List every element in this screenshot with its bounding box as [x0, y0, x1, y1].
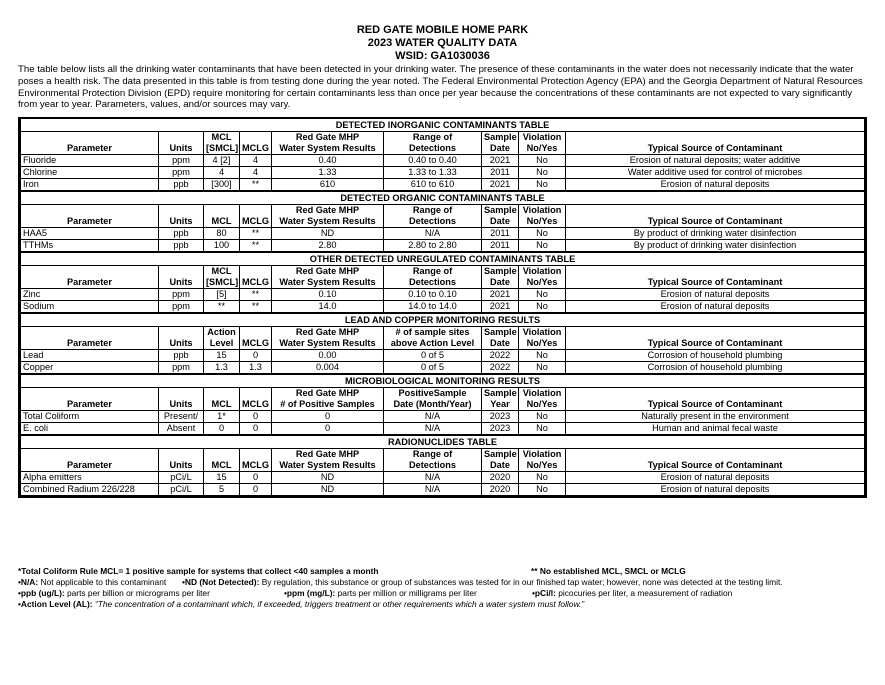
- column-header: Water System Results: [272, 338, 384, 350]
- table-cell: 2023: [482, 423, 519, 436]
- table-cell: 0: [240, 484, 272, 496]
- column-header: Date: [482, 277, 519, 289]
- table-cell: 0 of 5: [384, 350, 482, 362]
- column-header: Typical Source of Contaminant: [566, 460, 865, 472]
- column-header: [566, 132, 865, 144]
- table-cell: 1.3: [204, 362, 240, 375]
- table-cell: 0.40: [272, 155, 384, 167]
- table-cell: Erosion of natural deposits: [566, 301, 865, 314]
- table-cell: 2021: [482, 301, 519, 314]
- table-cell: N/A: [384, 411, 482, 423]
- nd-term: •ND (Not Detected):: [182, 577, 260, 587]
- table-cell: 1.3: [240, 362, 272, 375]
- pci-definition: picocuries per liter, a measurement of radiation: [555, 588, 733, 598]
- table-cell: E. coli: [21, 423, 159, 436]
- column-header: Typical Source of Contaminant: [566, 216, 865, 228]
- column-header: Red Gate MHP: [272, 132, 384, 144]
- column-header-row: [21, 460, 865, 472]
- column-header: Detections: [384, 277, 482, 289]
- table-cell: 1.33: [272, 167, 384, 179]
- column-header: Level: [204, 338, 240, 350]
- column-header-row: [21, 132, 865, 144]
- table-cell: 610 to 610: [384, 179, 482, 192]
- column-header: MCLG: [240, 143, 272, 155]
- table-cell: Sodium: [21, 301, 159, 314]
- table-cell: Chlorine: [21, 167, 159, 179]
- column-header: above Action Level: [384, 338, 482, 350]
- column-header-row: [21, 143, 865, 155]
- column-header: Date: [482, 143, 519, 155]
- table-cell: 0: [204, 423, 240, 436]
- table-cell: 4: [240, 155, 272, 167]
- column-header: [SMCL]: [204, 143, 240, 155]
- pci-note: [532, 588, 732, 599]
- table-cell: 0: [272, 423, 384, 436]
- water-quality-table: [20, 119, 865, 496]
- ppm-term: •ppm (mg/L):: [284, 588, 336, 598]
- column-header: No/Yes: [519, 277, 566, 289]
- ppb-definition: parts per billion or micrograms per liter: [64, 588, 210, 598]
- table-cell: ppb: [159, 240, 204, 253]
- section-title: DETECTED ORGANIC CONTAMINANTS TABLE: [21, 191, 865, 205]
- table-cell: ND: [272, 472, 384, 484]
- column-header: MCL: [204, 399, 240, 411]
- column-header: No/Yes: [519, 216, 566, 228]
- column-header: Detections: [384, 143, 482, 155]
- table-cell: [300]: [204, 179, 240, 192]
- section-title: OTHER DETECTED UNREGULATED CONTAMINANTS TABLE: [21, 252, 865, 266]
- table-cell: Naturally present in the environment: [566, 411, 865, 423]
- column-header: Typical Source of Contaminant: [566, 143, 865, 155]
- column-header: Range of: [384, 205, 482, 217]
- column-header: [159, 205, 204, 217]
- section-title-row: [21, 435, 865, 449]
- column-header: Parameter: [21, 216, 159, 228]
- column-header: MCL: [204, 132, 240, 144]
- pci-term: •pCi/l:: [532, 588, 556, 598]
- table-cell: ppb: [159, 179, 204, 192]
- column-header: [21, 449, 159, 461]
- table-cell: 0: [240, 472, 272, 484]
- section-title-row: [21, 191, 865, 205]
- column-header: Sample: [482, 388, 519, 400]
- table-cell: No: [519, 423, 566, 436]
- column-header: MCLG: [240, 216, 272, 228]
- table-cell: No: [519, 179, 566, 192]
- column-header: Typical Source of Contaminant: [566, 277, 865, 289]
- footnote-row-1: [18, 566, 868, 577]
- table-cell: No: [519, 155, 566, 167]
- table-cell: 0.004: [272, 362, 384, 375]
- nd-definition: By regulation, this substance or group of substances was tested for in our finished tap water; however, none was detected at the testing limit.: [259, 577, 783, 587]
- table-cell: 1.33 to 1.33: [384, 167, 482, 179]
- table-cell: TTHMs: [21, 240, 159, 253]
- column-header: [240, 266, 272, 278]
- column-header: Parameter: [21, 143, 159, 155]
- table-cell: No: [519, 350, 566, 362]
- column-header: Range of: [384, 449, 482, 461]
- column-header: [204, 449, 240, 461]
- column-header: Units: [159, 399, 204, 411]
- column-header: Violation: [519, 266, 566, 278]
- section-title: LEAD AND COPPER MONITORING RESULTS: [21, 313, 865, 327]
- column-header: Action: [204, 327, 240, 339]
- table-cell: Erosion of natural deposits: [566, 179, 865, 192]
- table-cell: Total Coliform: [21, 411, 159, 423]
- column-header: No/Yes: [519, 338, 566, 350]
- column-header: Date: [482, 460, 519, 472]
- table-cell: ppm: [159, 155, 204, 167]
- column-header-row: [21, 338, 865, 350]
- column-header: [566, 388, 865, 400]
- table-cell: 0: [240, 423, 272, 436]
- table-cell: Erosion of natural deposits; water additive: [566, 155, 865, 167]
- column-header: Parameter: [21, 338, 159, 350]
- table-cell: 4 [2]: [204, 155, 240, 167]
- section-title: MICROBIOLOGICAL MONITORING RESULTS: [21, 374, 865, 388]
- column-header: Red Gate MHP: [272, 266, 384, 278]
- table-cell: 15: [204, 350, 240, 362]
- table-cell: **: [240, 228, 272, 240]
- column-header: [240, 388, 272, 400]
- column-header: Red Gate MHP: [272, 327, 384, 339]
- column-header: MCL: [204, 216, 240, 228]
- column-header: [159, 388, 204, 400]
- table-cell: N/A: [384, 484, 482, 496]
- column-header: Red Gate MHP: [272, 388, 384, 400]
- column-header: Parameter: [21, 399, 159, 411]
- table-cell: N/A: [384, 423, 482, 436]
- column-header: Violation: [519, 327, 566, 339]
- table-cell: 2021: [482, 179, 519, 192]
- column-header: MCL: [204, 460, 240, 472]
- table-cell: Copper: [21, 362, 159, 375]
- column-header: Date (Month/Year): [384, 399, 482, 411]
- column-header: [240, 327, 272, 339]
- table-cell: 2022: [482, 362, 519, 375]
- table-cell: N/A: [384, 228, 482, 240]
- column-header-row: [21, 399, 865, 411]
- column-header: Units: [159, 460, 204, 472]
- table-cell: 2023: [482, 411, 519, 423]
- column-header: Typical Source of Contaminant: [566, 399, 865, 411]
- table-cell: 2022: [482, 350, 519, 362]
- table-cell: 0: [272, 411, 384, 423]
- table-cell: Alpha emitters: [21, 472, 159, 484]
- table-cell: 15: [204, 472, 240, 484]
- table-cell: Water additive used for control of microbes: [566, 167, 865, 179]
- column-header: [204, 205, 240, 217]
- table-row: [21, 411, 865, 423]
- table-cell: pCi/L: [159, 484, 204, 496]
- column-header-row: [21, 277, 865, 289]
- column-header: [159, 266, 204, 278]
- table-cell: 2011: [482, 228, 519, 240]
- column-header: [21, 266, 159, 278]
- table-row: [21, 350, 865, 362]
- column-header: Sample: [482, 266, 519, 278]
- table-row: [21, 301, 865, 314]
- column-header: [21, 132, 159, 144]
- footnotes: [18, 566, 868, 610]
- table-cell: 0.00: [272, 350, 384, 362]
- table-row: [21, 472, 865, 484]
- column-header: [240, 205, 272, 217]
- column-header-row: [21, 449, 865, 461]
- table-row: [21, 289, 865, 301]
- table-cell: Zinc: [21, 289, 159, 301]
- column-header: Red Gate MHP: [272, 205, 384, 217]
- table-row: [21, 155, 865, 167]
- table-cell: 4: [240, 167, 272, 179]
- no-mcl-note: ** No established MCL, SMCL or MCLG: [531, 566, 686, 576]
- table-cell: 0.10 to 0.10: [384, 289, 482, 301]
- column-header: PositiveSample: [384, 388, 482, 400]
- table-cell: 2021: [482, 155, 519, 167]
- table-cell: 80: [204, 228, 240, 240]
- table-row: [21, 423, 865, 436]
- table-cell: Combined Radium 226/228: [21, 484, 159, 496]
- footnote-row-3: [18, 588, 868, 599]
- table-cell: Corrosion of household plumbing: [566, 362, 865, 375]
- table-cell: No: [519, 240, 566, 253]
- table-cell: **: [240, 179, 272, 192]
- column-header: [566, 205, 865, 217]
- table-cell: 5: [204, 484, 240, 496]
- intro-paragraph: The table below lists all the drinking water contaminants that have been detected in your drinking water. The presence of these contaminants in the water does not necessarily indicate that the water poses a health risk. The data presented in this table is from testing done during the year noted. The Federal Environmental Protection Agency (EPA) and the Georgia Department of Natural Resources Environmental Protection Division (EPD) require monitoring for certain contaminants less than once per year because the concentrations of these contaminants are not expected to vary significantly from year to year. Parameters, values, and/or sources may vary.: [18, 64, 863, 111]
- table-cell: No: [519, 289, 566, 301]
- section-title: DETECTED INORGANIC CONTAMINANTS TABLE: [21, 119, 865, 132]
- table-cell: ppm: [159, 362, 204, 375]
- column-header-row: [21, 266, 865, 278]
- table-cell: 0: [240, 350, 272, 362]
- table-cell: Fluoride: [21, 155, 159, 167]
- table-cell: ND: [272, 484, 384, 496]
- column-header: No/Yes: [519, 143, 566, 155]
- column-header: # of sample sites: [384, 327, 482, 339]
- table-row: [21, 167, 865, 179]
- table-cell: **: [240, 240, 272, 253]
- table-cell: Corrosion of household plumbing: [566, 350, 865, 362]
- table-cell: 0: [240, 411, 272, 423]
- column-header: [566, 327, 865, 339]
- footnote-row-2: [18, 577, 868, 588]
- column-header: Water System Results: [272, 277, 384, 289]
- table-cell: No: [519, 228, 566, 240]
- column-header: # of Positive Samples: [272, 399, 384, 411]
- table-cell: 2.80: [272, 240, 384, 253]
- column-header: Units: [159, 216, 204, 228]
- section-title-row: [21, 313, 865, 327]
- column-header: Violation: [519, 388, 566, 400]
- column-header: Sample: [482, 132, 519, 144]
- table-cell: 100: [204, 240, 240, 253]
- table-cell: ND: [272, 228, 384, 240]
- column-header: No/Yes: [519, 460, 566, 472]
- na-definition: Not applicable to this contaminant: [38, 577, 167, 587]
- table-cell: Human and animal fecal waste: [566, 423, 865, 436]
- table-cell: 0.10: [272, 289, 384, 301]
- table-cell: 14.0: [272, 301, 384, 314]
- table-cell: ppb: [159, 228, 204, 240]
- table-row: [21, 179, 865, 192]
- column-header: Sample: [482, 205, 519, 217]
- table-cell: 2020: [482, 484, 519, 496]
- table-cell: ppb: [159, 350, 204, 362]
- column-header: Red Gate MHP: [272, 449, 384, 461]
- action-level-term: •Action Level (AL):: [18, 599, 93, 609]
- column-header-row: [21, 388, 865, 400]
- ppm-note: [284, 588, 477, 599]
- table-cell: ppm: [159, 167, 204, 179]
- ppm-definition: parts per million or milligrams per liter: [335, 588, 477, 598]
- table-cell: 14.0 to 14.0: [384, 301, 482, 314]
- nd-note: [182, 577, 783, 588]
- table-cell: 0 of 5: [384, 362, 482, 375]
- table-cell: No: [519, 472, 566, 484]
- column-header: Date: [482, 216, 519, 228]
- document-header: [0, 24, 885, 63]
- table-cell: No: [519, 362, 566, 375]
- table-cell: Present/: [159, 411, 204, 423]
- action-level-note: [18, 599, 584, 610]
- ppb-term: •ppb (ug/L):: [18, 588, 65, 598]
- column-header: [159, 132, 204, 144]
- column-header: MCLG: [240, 399, 272, 411]
- na-term: •N/A:: [18, 577, 39, 587]
- table-cell: Lead: [21, 350, 159, 362]
- action-level-definition: “The concentration of a contaminant which, if exceeded, triggers treatment or other requirements which a water system must follow.”: [92, 599, 585, 609]
- table-cell: **: [204, 301, 240, 314]
- column-header: MCL: [204, 266, 240, 278]
- coliform-rule-note: *Total Coliform Rule MCL= 1 positive sample for systems that collect <40 samples a month: [18, 566, 379, 576]
- table-cell: **: [240, 301, 272, 314]
- column-header: MCLG: [240, 277, 272, 289]
- column-header: Units: [159, 277, 204, 289]
- column-header: Violation: [519, 449, 566, 461]
- table-cell: 2020: [482, 472, 519, 484]
- table-cell: ppm: [159, 301, 204, 314]
- table-cell: ppm: [159, 289, 204, 301]
- column-header: Typical Source of Contaminant: [566, 338, 865, 350]
- table-cell: Erosion of natural deposits: [566, 289, 865, 301]
- table-cell: 2021: [482, 289, 519, 301]
- column-header: Water System Results: [272, 460, 384, 472]
- column-header: Water System Results: [272, 216, 384, 228]
- column-header: Detections: [384, 216, 482, 228]
- column-header-row: [21, 205, 865, 217]
- column-header: Units: [159, 143, 204, 155]
- water-quality-table-frame: [18, 117, 867, 498]
- column-header: Date: [482, 338, 519, 350]
- column-header: MCLG: [240, 338, 272, 350]
- column-header: Sample: [482, 449, 519, 461]
- table-cell: No: [519, 301, 566, 314]
- column-header: [204, 388, 240, 400]
- column-header: [566, 266, 865, 278]
- table-cell: 2011: [482, 240, 519, 253]
- column-header-row: [21, 216, 865, 228]
- table-cell: N/A: [384, 472, 482, 484]
- table-body: [21, 119, 865, 496]
- column-header: Water System Results: [272, 143, 384, 155]
- column-header: Violation: [519, 205, 566, 217]
- section-title-row: [21, 374, 865, 388]
- table-cell: Iron: [21, 179, 159, 192]
- document-title: RED GATE MOBILE HOME PARK: [356, 24, 529, 36]
- column-header: [21, 205, 159, 217]
- column-header: Range of: [384, 132, 482, 144]
- ppb-note: [18, 588, 210, 599]
- column-header: Parameter: [21, 277, 159, 289]
- table-cell: 610: [272, 179, 384, 192]
- table-cell: [5]: [204, 289, 240, 301]
- column-header: Violation: [519, 132, 566, 144]
- table-row: [21, 228, 865, 240]
- column-header: Sample: [482, 327, 519, 339]
- column-header: Detections: [384, 460, 482, 472]
- column-header: No/Yes: [519, 399, 566, 411]
- table-cell: 0.40 to 0.40: [384, 155, 482, 167]
- document-subtitle: 2023 WATER QUALITY DATA: [367, 37, 518, 49]
- column-header: [240, 449, 272, 461]
- table-cell: By product of drinking water disinfection: [566, 240, 865, 253]
- column-header: [240, 132, 272, 144]
- table-cell: Erosion of natural deposits: [566, 472, 865, 484]
- section-title-row: [21, 252, 865, 266]
- table-row: [21, 484, 865, 496]
- wsid: WSID: GA1030036: [395, 50, 490, 62]
- column-header: MCLG: [240, 460, 272, 472]
- column-header: Year: [482, 399, 519, 411]
- column-header: [SMCL]: [204, 277, 240, 289]
- table-cell: By product of drinking water disinfection: [566, 228, 865, 240]
- column-header: [566, 449, 865, 461]
- table-cell: pCi/L: [159, 472, 204, 484]
- column-header: [21, 388, 159, 400]
- section-title: RADIONUCLIDES TABLE: [21, 435, 865, 449]
- table-cell: 2011: [482, 167, 519, 179]
- column-header: [159, 327, 204, 339]
- column-header-row: [21, 327, 865, 339]
- footnote-row-4: [18, 599, 868, 610]
- table-cell: HAA5: [21, 228, 159, 240]
- column-header: [159, 449, 204, 461]
- table-cell: No: [519, 167, 566, 179]
- column-header: Units: [159, 338, 204, 350]
- table-cell: 1*: [204, 411, 240, 423]
- table-row: [21, 362, 865, 375]
- table-cell: Absent: [159, 423, 204, 436]
- column-header: [21, 327, 159, 339]
- column-header: Parameter: [21, 460, 159, 472]
- table-cell: No: [519, 484, 566, 496]
- section-title-row: [21, 119, 865, 132]
- table-cell: **: [240, 289, 272, 301]
- table-cell: 2.80 to 2.80: [384, 240, 482, 253]
- table-cell: No: [519, 411, 566, 423]
- table-cell: Erosion of natural deposits: [566, 484, 865, 496]
- na-note: [18, 577, 166, 588]
- table-cell: 4: [204, 167, 240, 179]
- table-row: [21, 240, 865, 253]
- column-header: Range of: [384, 266, 482, 278]
